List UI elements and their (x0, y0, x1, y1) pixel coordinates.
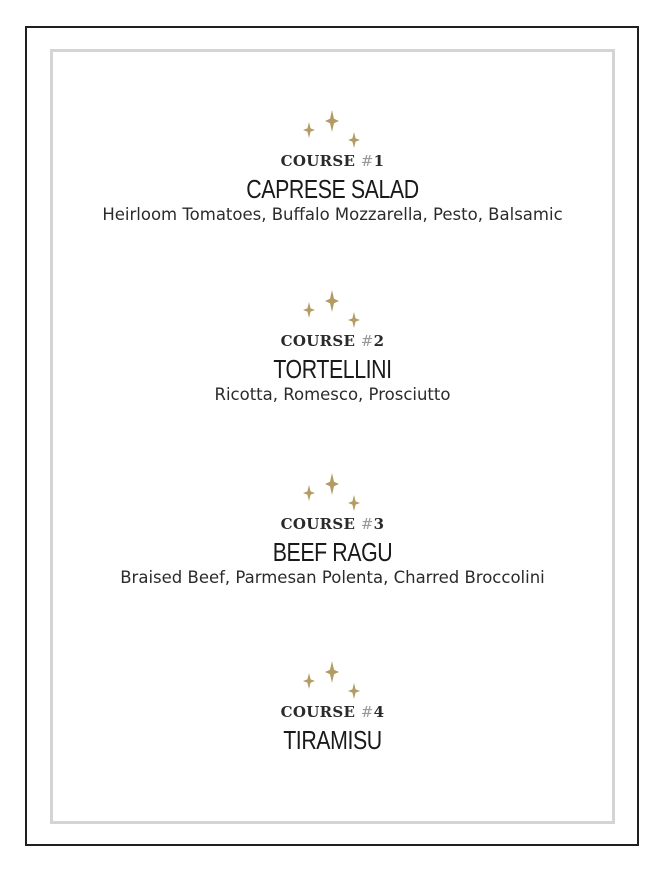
course-label: COURSE #3 (280, 515, 385, 533)
dish-name: TIRAMISU (283, 725, 382, 755)
dish-name: CAPRESE SALAD (246, 174, 419, 204)
dish-name: TORTELLINI (273, 354, 392, 384)
dish-name: BEEF RAGU (272, 537, 393, 567)
course-4 (0, 661, 665, 755)
course-2 (0, 290, 665, 406)
sparkle-icon (303, 661, 363, 701)
course-label: COURSE #1 (280, 152, 385, 170)
course-3 (0, 473, 665, 589)
course-label: COURSE #4 (280, 703, 385, 721)
sparkle-icon (303, 110, 363, 150)
dish-description: Heirloom Tomatoes, Buffalo Mozzarella, Pesto, Balsamic (102, 205, 563, 224)
course-label: COURSE #2 (280, 332, 385, 350)
course-1 (0, 110, 665, 226)
dish-description: Braised Beef, Parmesan Polenta, Charred Broccolini (120, 568, 545, 587)
dish-description: Ricotta, Romesco, Prosciutto (214, 385, 451, 404)
sparkle-icon (303, 290, 363, 330)
sparkle-icon (303, 473, 363, 513)
